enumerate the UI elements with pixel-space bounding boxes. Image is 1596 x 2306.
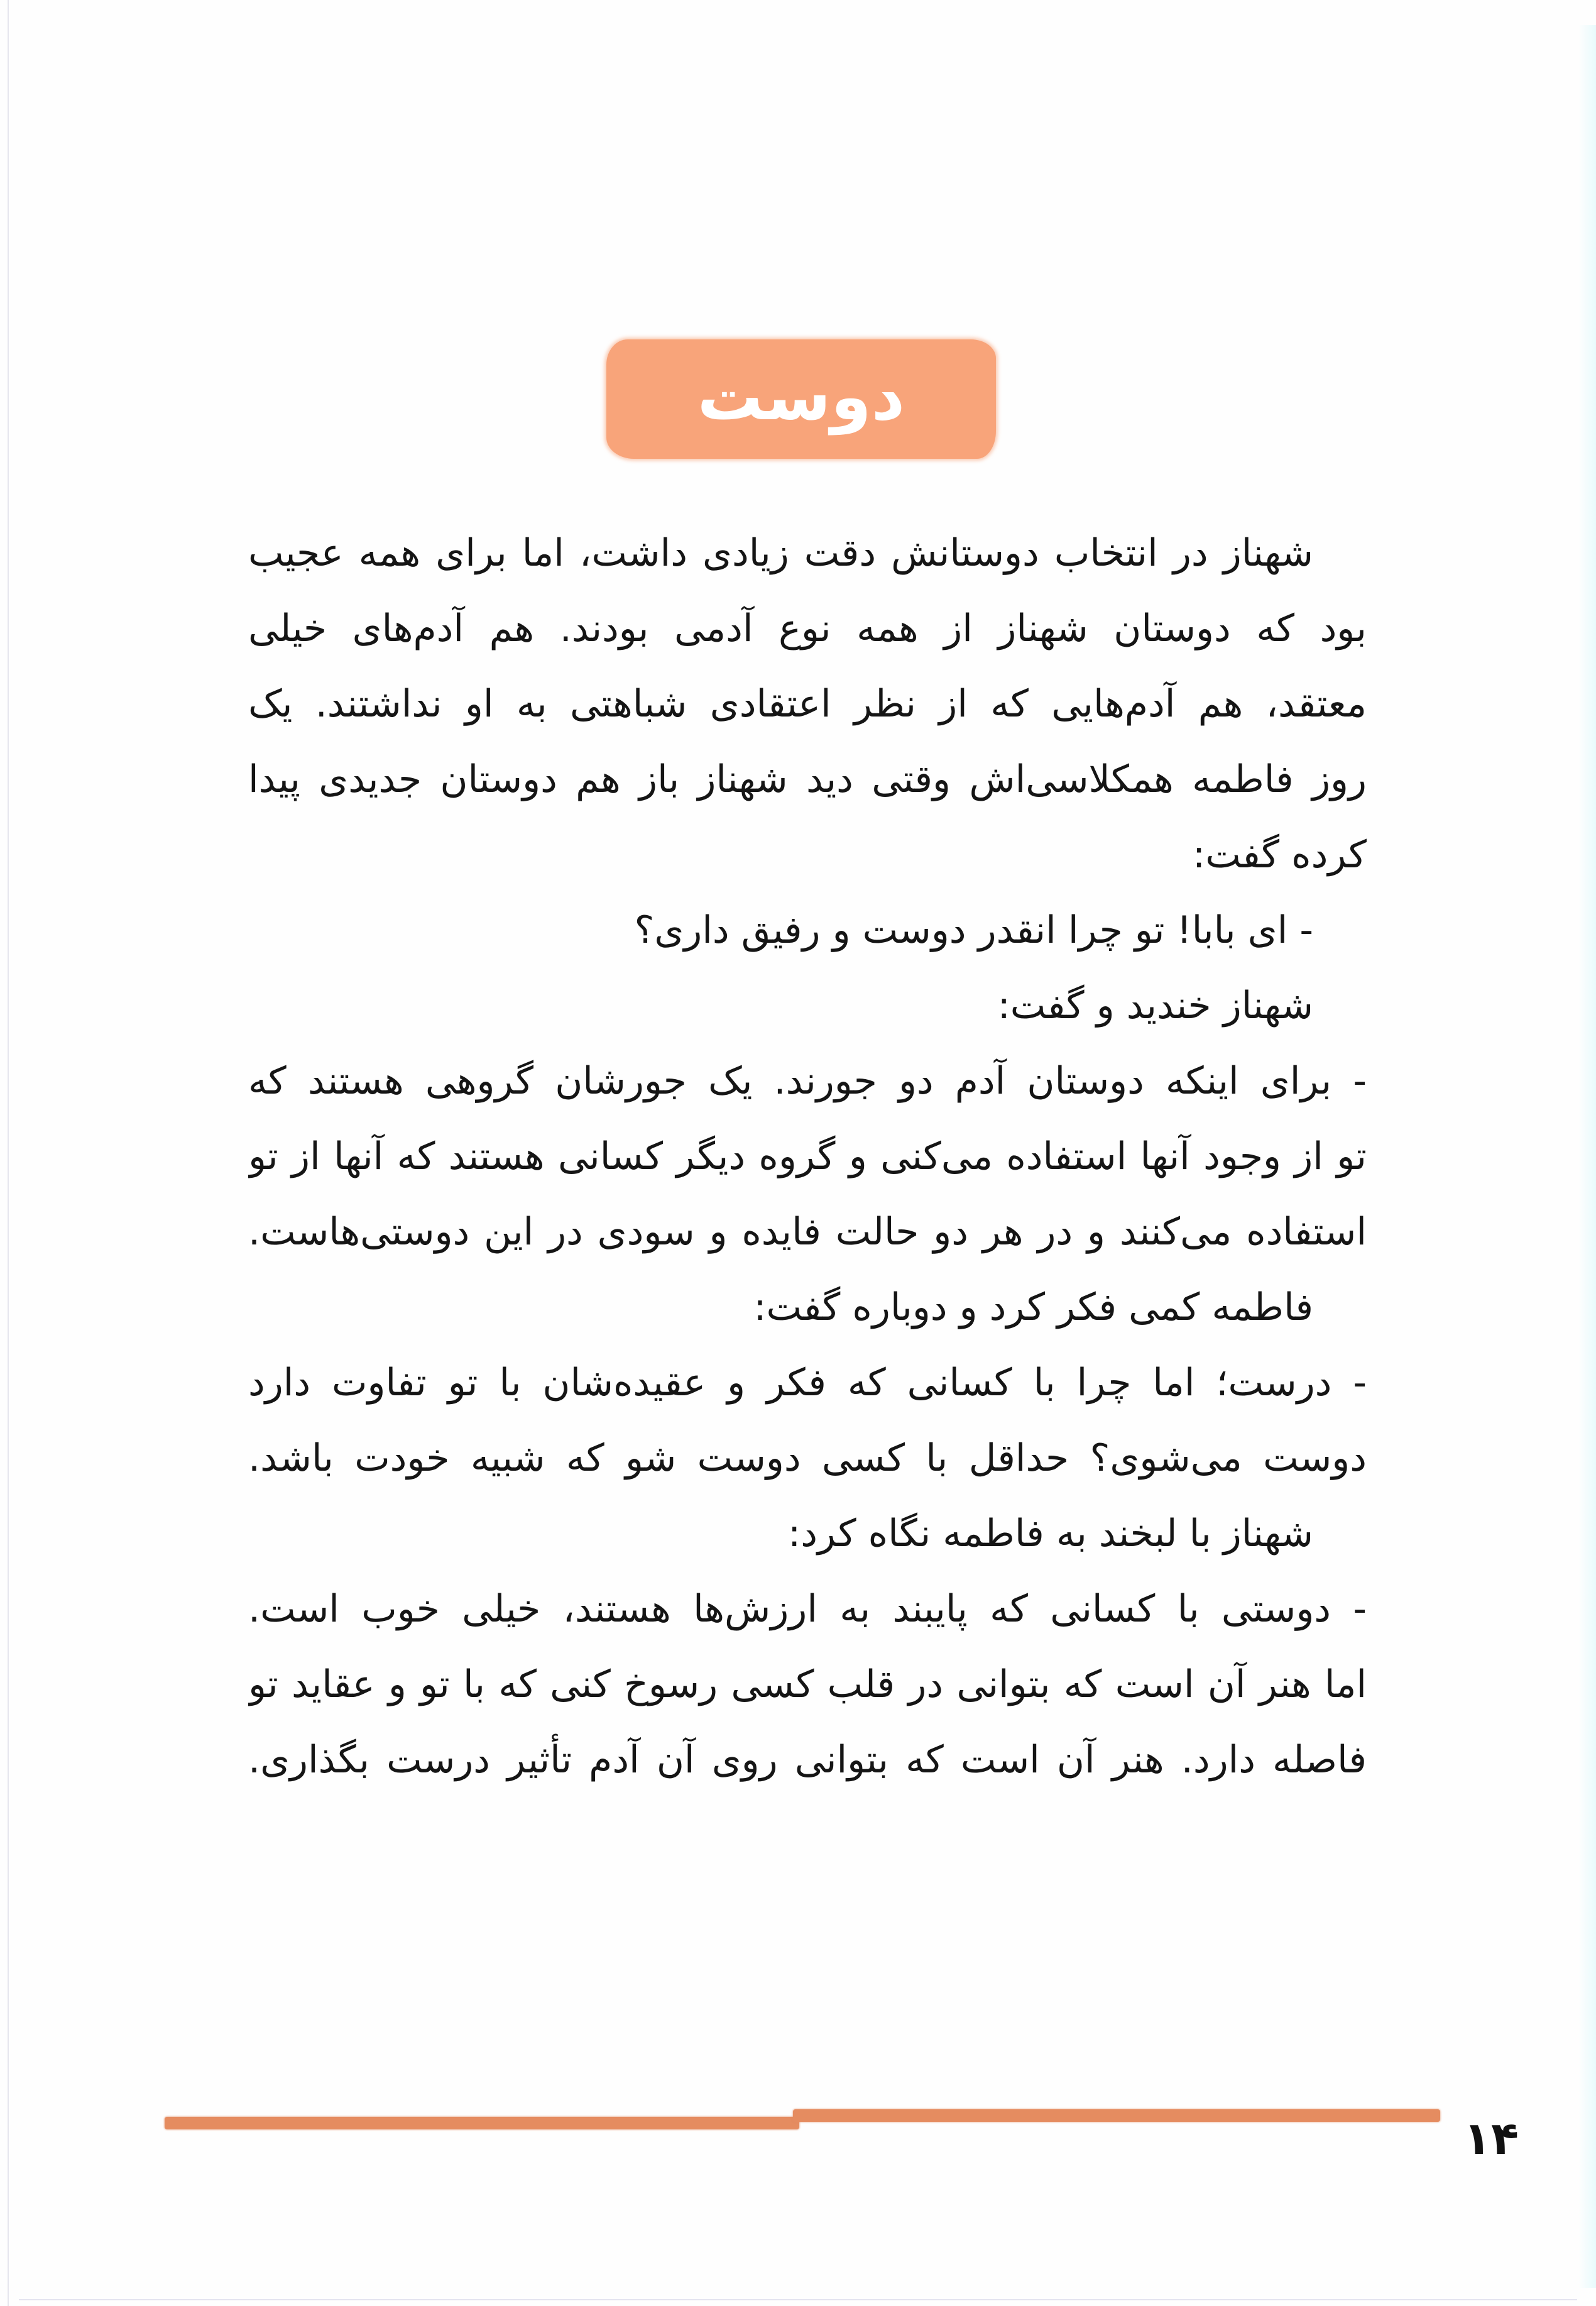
body-line: دوست می‌شوی؟ حداقل با کسی دوست شو که شبیه خودت باشد. [248,1436,1367,1480]
page-left-edge [8,0,9,2306]
story-body [248,515,1367,1798]
dialogue-line: - ای بابا! تو چرا انقدر دوست و رفیق داری؟ [634,908,1313,952]
footer-rule-segment [165,2117,799,2129]
body-line: بود که دوستان شهناز از همه نوع آدمی بودند. هم آدم‌های خیلی [248,607,1367,651]
dialogue-line: - درست؛ اما چرا با کسانی که فکر و عقیده‌شان با تو تفاوت دارد [248,1361,1367,1405]
body-line: شهناز در انتخاب دوستانش دقت زیادی داشت، اما برای همه عجیب [248,531,1313,575]
narration-line: شهناز خندید و گفت: [997,984,1313,1028]
narration-line: شهناز با لبخند به فاطمه نگاه کرد: [787,1512,1313,1556]
body-line: روز فاطمه همکلاسی‌اش وقتی دید شهناز باز هم دوستان جدیدی پیدا [248,757,1367,801]
page-right-edge [1578,25,1596,2288]
narration-line: فاطمه کمی فکر کرد و دوباره گفت: [753,1285,1313,1329]
dialogue-line: - دوستی با کسانی که پایبند به ارزش‌ها هستند، خیلی خوب است. [248,1587,1367,1631]
body-line: تو از وجود آنها استفاده می‌کنی و گروه دیگر کسانی هستند که آنها از تو [248,1134,1367,1178]
footer-decorative-rule [165,2106,1440,2133]
page-bottom-edge [19,2299,1577,2300]
dialogue-line: - برای اینکه دوستان آدم دو جورند. یک جورشان گروهی هستند که [248,1059,1367,1103]
body-line: معتقد، هم آدم‌هایی که از نظر اعتقادی شباهتی به او نداشتند. یک [248,682,1367,726]
body-line: استفاده می‌کنند و در هر دو حالت فایده و سودی در این دوستی‌هاست. [248,1210,1367,1254]
page-number: ۱۴ [1463,2112,1519,2165]
body-line: اما هنر آن است که بتوانی در قلب کسی رسوخ کنی که با تو و عقاید تو [248,1662,1367,1706]
chapter-title: دوست [697,358,905,435]
body-line: فاصله دارد. هنر آن است که بتوانی روی آن آدم تأثیر درست بگذاری. [248,1738,1367,1782]
footer-rule-segment [793,2109,1440,2122]
body-line: کرده گفت: [1193,833,1367,877]
chapter-title-banner [606,339,996,459]
